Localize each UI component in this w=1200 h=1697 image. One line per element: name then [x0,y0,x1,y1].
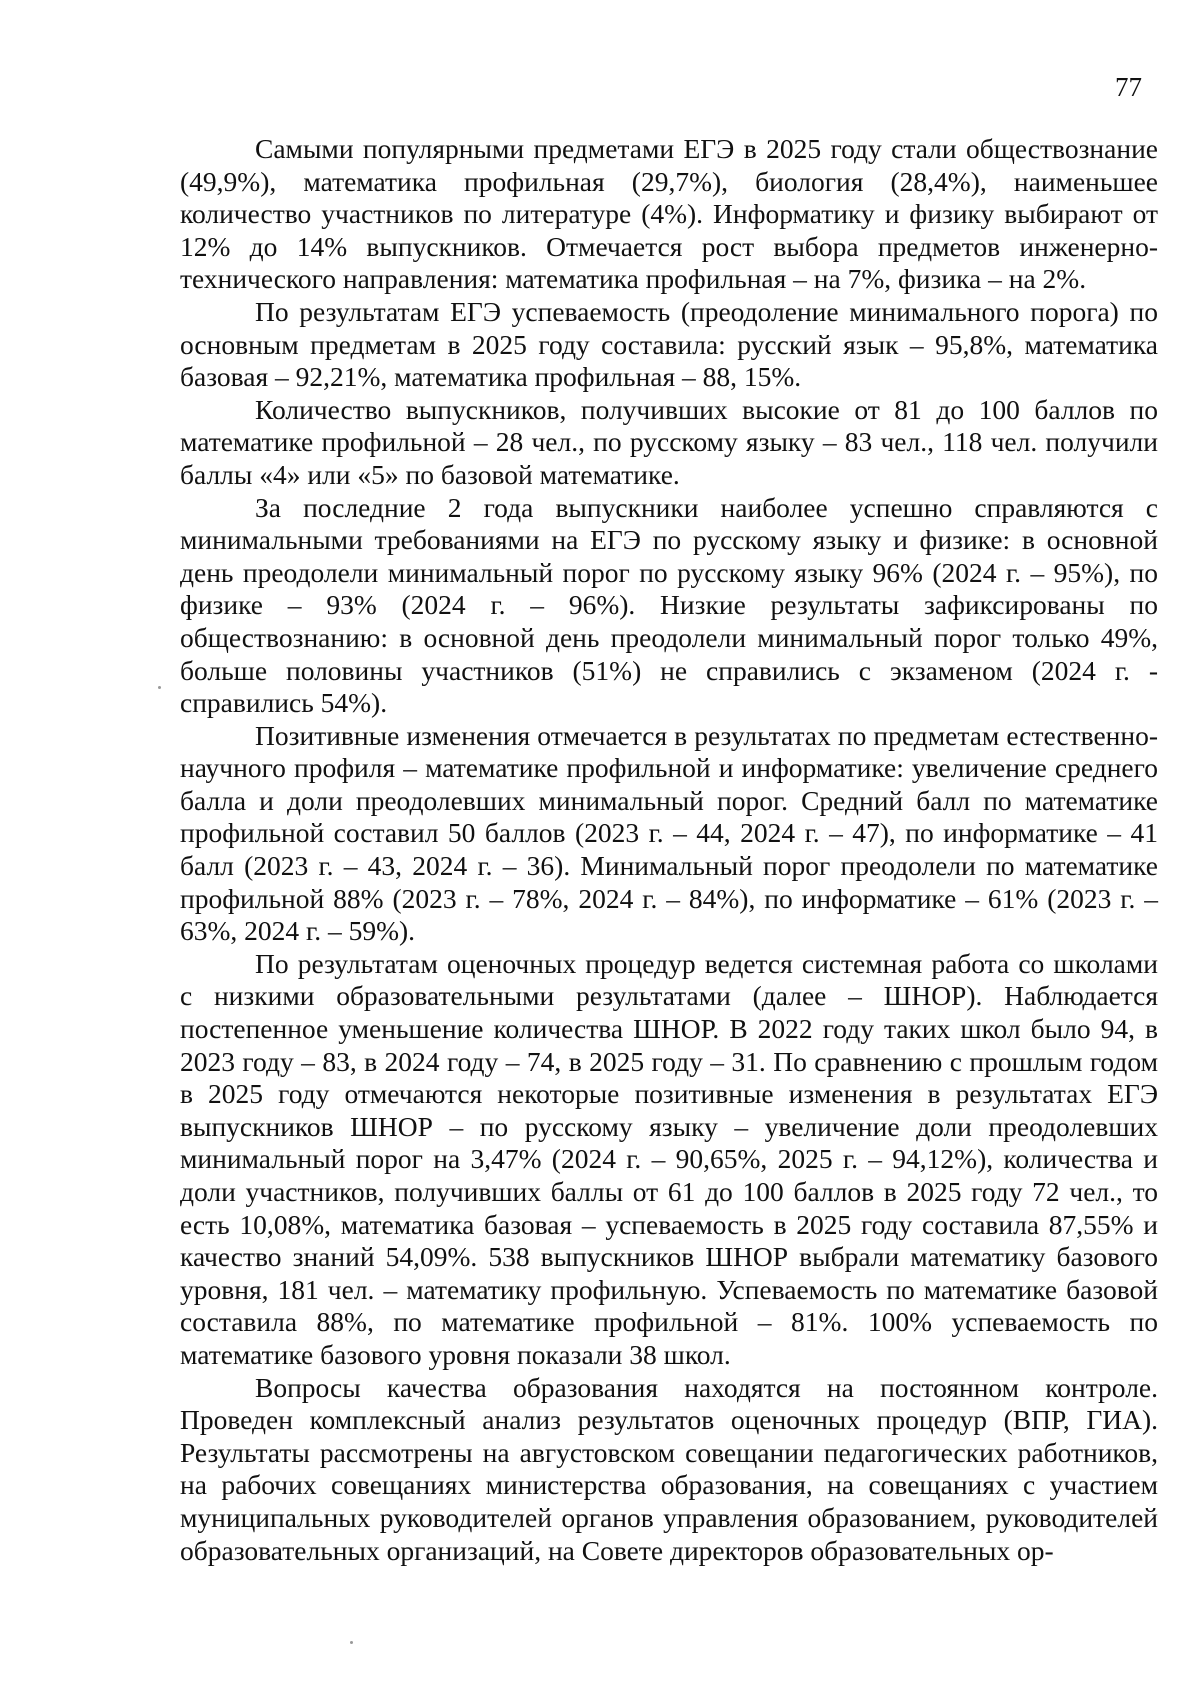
paragraph-popular-subjects: Самыми популярными предметами ЕГЭ в 2025 году стали обществознание (49,9%), математика профильная (29,7%), биология (28,4%), наименьшее количество участников по литературе (4%). Информатику и физику выбирают от 12% до 14% выпускников. Отмечается рост выбора предметов инженерно-технического направления: математика профильная – на 7%, физика – на 2%. [180,133,1158,295]
scan-speck [158,686,161,689]
paragraph-minimum-threshold: За последние 2 года выпускники наиболее успешно справляются с минимальными требованиями на ЕГЭ по русскому языку и физике: в основной день преодолели минимальный порог по русскому языку 96% (2024 г. – 95%), по физике – 93% (2024 г. – 96%). Низкие результаты зафиксированы по обществознанию: в основной день преодолели минимальный порог только 49%, больше половины участников (51%) не справились с экзаменом (2024 г. - справились 54%). [180,491,1158,719]
paragraph-positive-changes: Позитивные изменения отмечается в результатах по предметам естественно-научного профиля – математике профильной и информатике: увеличение среднего балла и доли преодолевших минимальный порог. Средний балл по математике профильной составил 50 баллов (2023 г. – 44, 2024 г. – 47), по информатике – 41 балл (2023 г. – 43, 2024 г. – 36). Минимальный порог преодолели по математике профильной 88% (2023 г. – 78%, 2024 г. – 84%), по информатике – 61% (2023 г. – 63%, 2024 г. – 59%). [180,719,1158,947]
paragraph-low-result-schools: По результатам оценочных процедур ведется системная работа со школами с низкими образовательными результатами (далее – ШНОР). Наблюдается постепенное уменьшение количества ШНОР. В 2022 году таких школ было 94, в 2023 году – 83, в 2024 году – 74, в 2025 году – 31. По сравнению с прошлым годом в 2025 году отмечаются некоторые позитивные изменения в результатах ЕГЭ выпускников ШНОР – по русскому языку – увеличение доли преодолевших минимальный порог на 3,47% (2024 г. – 90,65%, 2025 г. – 94,12%), количества и доли участников, получивших баллы от 61 до 100 баллов в 2025 году 72 чел., то есть 10,08%, математика базовая – успеваемость в 2025 году составила 87,55% и качество знаний 54,09%. 538 выпускников ШНОР выбрали математику базового уровня, 181 чел. – математику профильную. Успеваемость по математике базовой составила 88%, по математике профильной – 81%. 100% успеваемость по математике базового уровня показали 38 школ. [180,947,1158,1370]
paragraph-quality-control: Вопросы качества образования находятся на постоянном контроле. Проведен комплексный анализ результатов оценочных процедур (ВПР, ГИА). Результаты рассмотрены на августовском совещании педагогических работников, на рабочих совещаниях министерства образования, на совещаниях с участием муниципальных руководителей органов управления образованием, руководителей образовательных организаций, на Совете директоров образовательных ор- [180,1371,1158,1566]
document-body [180,133,1158,1567]
scan-speck [350,1641,353,1644]
paragraph-high-scores: Количество выпускников, получивших высокие от 81 до 100 баллов по математике профильной – 28 чел., по русскому языку – 83 чел., 118 чел. получили баллы «4» или «5» по базовой математике. [180,393,1158,490]
paragraph-pass-rates: По результатам ЕГЭ успеваемость (преодоление минимального порога) по основным предметам в 2025 году составила: русский язык – 95,8%, математика базовая – 92,21%, математика профильная – 88, 15%. [180,295,1158,393]
page-number: 77 [1115,72,1142,102]
